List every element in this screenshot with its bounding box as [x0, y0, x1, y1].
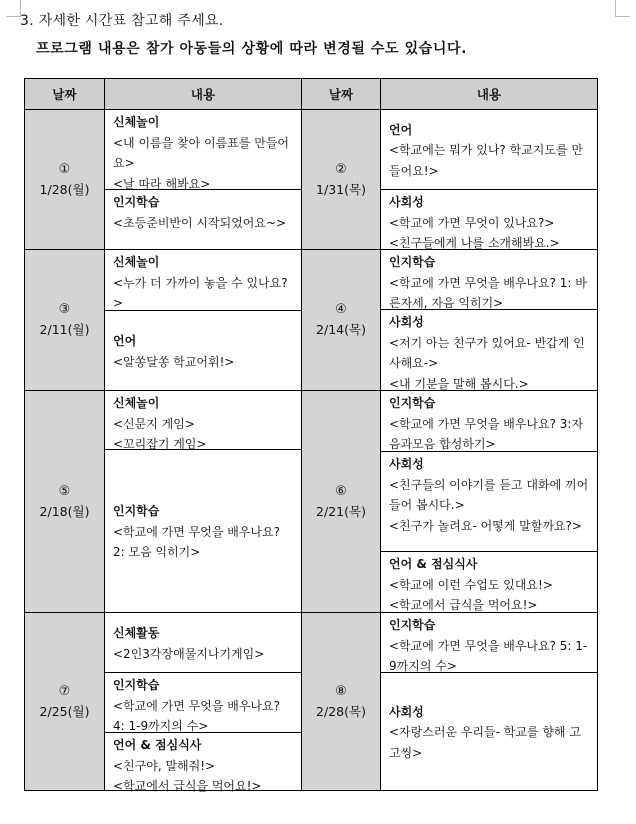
activity-cell	[104, 189, 301, 249]
activity-item: <학교에 가면 무엇을 배우나요? 4: 1-9까지의 수>	[113, 698, 280, 733]
activity-title: 인지학습	[113, 678, 160, 692]
activity-title: 언어	[113, 334, 137, 348]
date-number: ④	[335, 302, 347, 317]
activity-cell	[380, 390, 597, 451]
activity-title: 인지학습	[389, 618, 436, 632]
date-number: ⑦	[58, 683, 71, 699]
date-label: 1/28(월)	[39, 181, 90, 197]
activity-cell	[104, 732, 301, 793]
date-cell	[301, 249, 380, 390]
page-corner-mark-right	[615, 0, 630, 17]
activity-cell	[104, 672, 301, 732]
activity-cell	[104, 612, 301, 672]
activity-item: <자랑스러운 우리들- 학교를 향해 고고씽>	[389, 725, 581, 760]
activity-cell	[380, 672, 597, 790]
date-cell	[25, 249, 104, 390]
activity-item: <학교에 가면 무엇이 있나요?>	[389, 215, 555, 230]
activity-item: <저기 아는 친구가 있어요- 반갑게 인사해요->	[389, 335, 585, 370]
activity-item: <초등준비반이 시작되었어요~>	[113, 215, 287, 230]
activity-item: <친구들의 이야기를 듣고 대화에 끼어들어 봅시다.>	[389, 477, 589, 512]
activity-cell	[380, 109, 597, 189]
activity-item: <친구야, 말해줘!>	[113, 758, 216, 773]
activity-item: <2인3각장애물지나기게임>	[113, 646, 265, 661]
header-date-right: 날짜	[301, 79, 380, 109]
activity-cell	[104, 449, 301, 612]
activity-cell	[380, 189, 597, 249]
activity-cell	[104, 310, 301, 390]
activity-item: <학교에 가면 무엇을 배우나요? 5: 1-9까지의 수>	[389, 638, 588, 673]
date-label: 2/21(목)	[316, 503, 366, 519]
date-number: ①	[58, 161, 71, 177]
activity-title: 신체놀이	[113, 396, 160, 410]
date-number: ⑧	[335, 683, 347, 699]
date-label: 2/18(월)	[39, 503, 90, 519]
activity-cell	[380, 249, 597, 309]
activity-title: 신체활동	[113, 626, 160, 640]
date-label: 2/11(월)	[39, 322, 90, 337]
date-number: ⑤	[58, 483, 71, 499]
activity-title: 사회성	[389, 195, 424, 209]
activity-title: 인지학습	[389, 255, 436, 269]
activity-cell	[104, 109, 301, 189]
activity-title: 언어 & 점심식사	[389, 557, 478, 571]
activity-title: 신체놀이	[113, 115, 160, 129]
activity-item: <내 이름을 찾아 이름표를 만들어요>	[113, 135, 290, 170]
date-label: 1/31(목)	[316, 181, 366, 197]
header-content-right: 내용	[380, 79, 597, 109]
date-number: ③	[58, 302, 71, 317]
header-date-left: 날짜	[25, 79, 104, 109]
activity-title: 사회성	[389, 457, 424, 471]
header-content-left: 내용	[104, 79, 301, 109]
date-cell	[301, 390, 380, 612]
activity-cell	[104, 249, 301, 310]
activity-item: <학교에 가면 무엇을 배우나요? 1: 바른자세, 자음 익히기>	[389, 275, 587, 310]
date-cell	[25, 390, 104, 612]
activity-title: 인지학습	[113, 195, 160, 209]
schedule-table	[24, 78, 598, 791]
activity-title: 신체놀이	[113, 255, 160, 269]
date-label: 2/25(월)	[39, 703, 90, 719]
schedule-notice: 프로그램 내용은 참가 아동들의 상황에 따라 변경될 수도 있습니다.	[36, 41, 468, 57]
activity-cell	[104, 390, 301, 449]
activity-item: <친구들에게 나를 소개해봐요.>	[389, 236, 560, 250]
activity-item: <학교에는 뭐가 있나? 학교지도를 만들어요!>	[389, 143, 583, 178]
activity-title: 사회성	[389, 315, 424, 329]
activity-item: <학교에 가면 무엇을 배우나요? 2: 모음 익히기>	[113, 524, 280, 560]
activity-item: <내 기분을 말해 봅시다.>	[389, 376, 529, 391]
activity-item: <누가 더 가까이 놓을 수 있나요?>	[113, 275, 288, 310]
activity-item: <학교에 가면 무엇을 배우나요? 3:자음과모음 합성하기>	[389, 416, 584, 451]
activity-title: 언어	[389, 122, 413, 137]
page-corner-mark-left	[6, 0, 21, 17]
activity-title: 인지학습	[113, 504, 160, 519]
section-heading: 3. 자세한 시간표 참고해 주세요.	[20, 13, 224, 29]
activity-item: <꼬리잡기 게임>	[113, 437, 207, 451]
date-label: 2/14(목)	[316, 322, 366, 337]
date-cell	[301, 612, 380, 790]
date-number: ②	[335, 161, 347, 177]
date-label: 2/28(목)	[316, 703, 366, 719]
activity-item: <학교에 이런 수업도 있대요!>	[389, 577, 553, 592]
date-cell	[25, 612, 104, 790]
date-number: ⑥	[335, 483, 347, 499]
activity-item: <날 따라 해봐요>	[113, 176, 211, 191]
date-cell	[301, 109, 380, 249]
activity-cell	[380, 551, 597, 612]
activity-item: <학교에서 급식을 먹어요!>	[389, 598, 538, 612]
activity-item: <친구가 놀려요- 어떻게 말할까요?>	[389, 518, 582, 533]
activity-title: 언어 & 점심식사	[113, 738, 202, 752]
activity-title: 사회성	[389, 704, 424, 719]
activity-item: <학교에서 급식을 먹어요!>	[113, 779, 262, 793]
activity-item: <신문지 게임>	[113, 416, 195, 431]
activity-title: 인지학습	[389, 396, 436, 410]
activity-cell	[380, 612, 597, 672]
activity-item: <알쏭달쏭 학교어휘!>	[113, 354, 235, 369]
activity-cell	[380, 451, 597, 551]
date-cell	[25, 109, 104, 249]
activity-cell	[380, 309, 597, 390]
